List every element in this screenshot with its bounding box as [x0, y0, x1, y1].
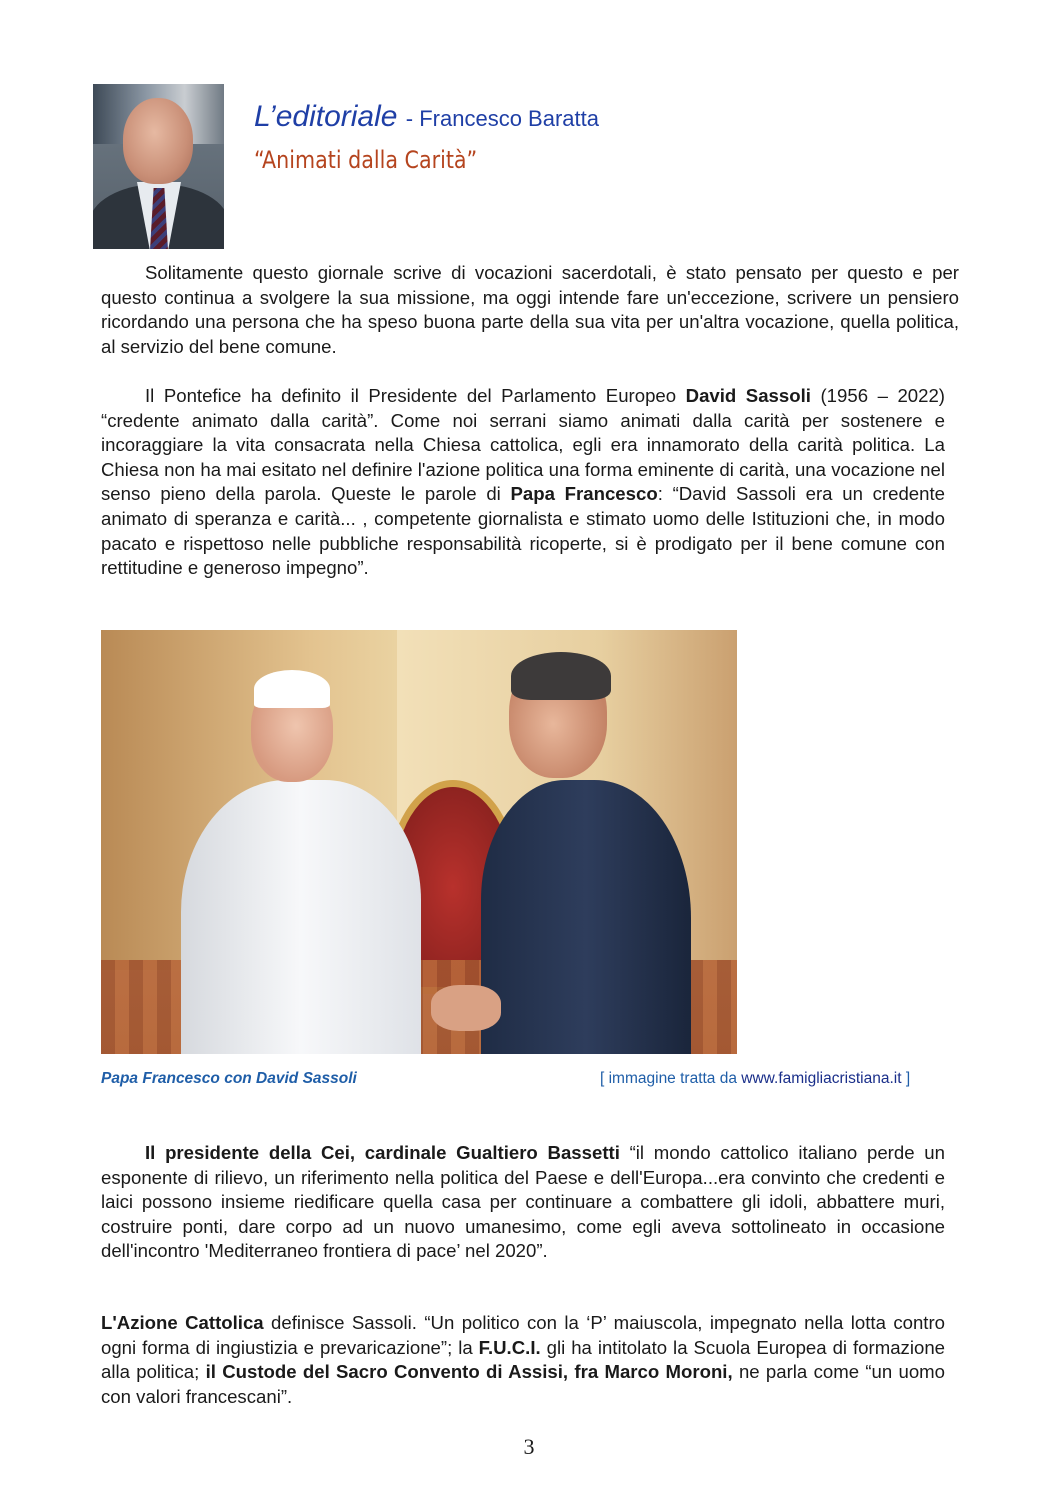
editorial-title: L’editoriale	[254, 100, 398, 133]
name-papa-francesco: Papa Francesco	[510, 483, 658, 505]
name-david-sassoli: David Sassoli	[685, 385, 811, 406]
credit-link[interactable]: www.famigliacristiana.it	[741, 1070, 902, 1087]
editorial-heading	[254, 100, 599, 134]
page-number: 3	[523, 1434, 535, 1459]
paragraph-1: Solitamente questo giornale scrive di vocazioni sacerdotali, è stato pensato per questo e per questo continua a svolgere la sua missione, ma oggi intende fare un'eccezione, scrivere un pensiero ricordando una persona che ha speso buona parte della sua vita per un'altra vocazione, quella politica, al servizio del bene comune.	[101, 262, 959, 357]
paragraph-2: Il Pontefice ha definito il Presidente del Parlamento Europeo David Sassoli (1956 – 2022) “credente animato dalla carità”. Come noi serrani siamo animati dalla carità per sostenere e incoraggiare la vita consacrata nella Chiesa cattolica, egli era innamorato della carità politica. La Chiesa non ha mai esitato nel definire l'azione politica una forma eminente di carità, una vocazione nel senso pieno della parola. Queste le parole di Papa Francesco: “David Sassoli era un credente animato di speranza e carità... , competente giornalista e stimato uomo delle Istituzioni che, in modo pacato e rispettoso nelle pubbliche responsabilità ricoperte, si è prodigato per il bene comune con rettitudine e generoso impegno”.	[101, 385, 945, 579]
paragraph-4: L'Azione Cattolica definisce Sassoli. “Un politico con la ‘P’ maiuscola, impegnato nella lotta contro ogni forma di ingiustizia e prevaricazione”; la F.U.C.I. gli ha intitolato la Scuola Europea di formazione alla politica; il Custode del Sacro Convento di Assisi, fra Marco Moroni, ne parla come “un uomo con valori francescani”.	[101, 1312, 946, 1407]
paragraph-3: Il presidente della Cei, cardinale Gualtiero Bassetti “il mondo cattolico italiano perde un esponente di rilievo, un riferimento nella politica del Paese e dell'Europa...era convinto che credenti e laici possono insieme riedificare quella casa per continuare a combattere gli idoli, abbattere muri, costruire ponti, dare corpo ad un nuovo umanesimo, come egli aveva sottolineato in occasione dell'incontro 'Mediterraneo frontiera di pace’ nel 2020”.	[101, 1142, 945, 1262]
editorial-author: - Francesco Baratta	[405, 106, 599, 131]
photo-pope-and-sassoli	[101, 630, 737, 1054]
author-portrait	[93, 84, 224, 249]
editorial-subtitle: “Animati dalla Carità”	[254, 146, 478, 174]
photo-credit: [ immagine tratta da www.famigliacristiana.it ]	[600, 1070, 911, 1087]
photo-caption: Papa Francesco con David Sassoli	[101, 1070, 357, 1087]
